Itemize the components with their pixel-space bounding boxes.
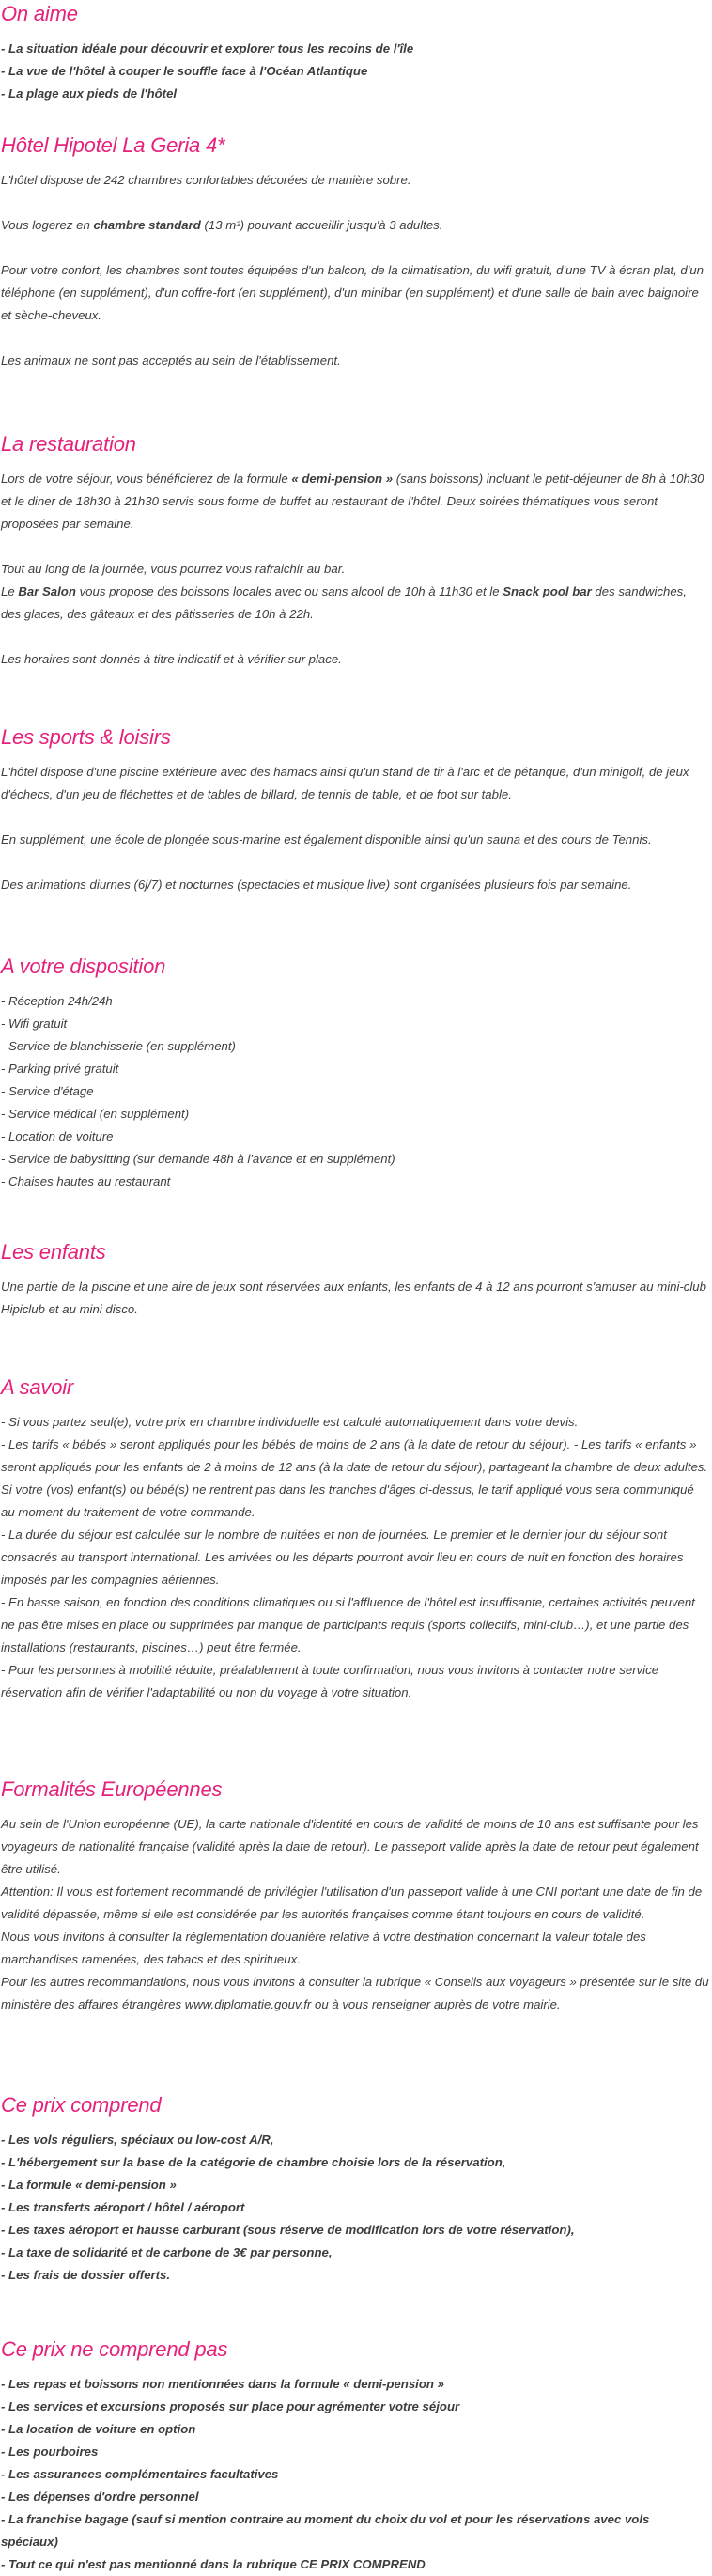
list-item: - Les vols réguliers, spéciaux ou low-cost A/R, (1, 2133, 274, 2147)
paragraph: - Les tarifs « bébés » seront appliqués pour les bébés de moins de 2 ans (à la date de retour du séjour). - Les tarifs « enfants » seront appliqués pour les enfants de 2 à moins de 12 ans (à la date de retour du séjour), partageant la chambre de deux adultes. (1, 1437, 708, 1474)
section-sports (1, 723, 709, 932)
section-title-restauration: La restauration (1, 432, 136, 456)
section-title-on-aime: On aime (1, 2, 78, 25)
list-item: - Les dépenses d'ordre personnel (1, 2490, 199, 2504)
list-item: - Service d'étage (1, 1084, 94, 1098)
section-disposition (1, 953, 709, 1218)
list-item: - Réception 24h/24h (1, 994, 113, 1008)
section-ce-prix-ne-comprend-pas (1, 2335, 709, 2576)
section-title-comprend: Ce prix comprend (1, 2093, 162, 2117)
paragraph: - La durée du séjour est calculée sur le nombre de nuitées et non de journées. Le premier et le dernier jour du séjour sont consacrés au transport international. Les arrivées ou les départs pourront avoir lieu en cours de nuit en fonction des horaires imposés par les compagnies aériennes. (1, 1528, 684, 1587)
section-title-sports: Les sports & loisirs (1, 725, 171, 749)
section-title-a-savoir: A savoir (1, 1375, 74, 1399)
paragraph: - Pour les personnes à mobilité réduite, préalablement à toute confirmation, nous vous invitons à contacter notre service réservation afin de vérifier l'adaptabilité ou non du voyage à votre situation. (1, 1663, 659, 1699)
paragraph: Lors de votre séjour, vous bénéficierez de la formule « demi-pension » (sans boissons) incluant le petit-déjeuner de 8h à 10h30 et le diner de 18h30 à 21h30 servis sous forme de buffet au restaurant de l'hôtel. Deux soirées thématiques vous seront proposées par semaine. (1, 472, 704, 531)
list-item: - Service de blanchisserie (en supplément) (1, 1039, 236, 1053)
section-restauration (1, 430, 709, 703)
paragraph: Vous logerez en chambre standard (13 m²) pouvant accueillir jusqu'à 3 adultes. (1, 218, 443, 232)
list-item: - Les pourboires (1, 2444, 99, 2459)
list-item: - Service médical (en supplément) (1, 1107, 190, 1121)
paragraph: En supplément, une école de plongée sous-marine est également disponible ainsi qu'un sauna et des cours de Tennis. (1, 832, 652, 846)
paragraph: Si votre (vos) enfant(s) ou bébé(s) ne rentrent pas dans les tranches d'âges ci-dessus, le tarif appliqué vous sera communiqué au moment du traitement de votre commande. (1, 1482, 694, 1519)
section-hotel (1, 132, 709, 410)
list-item: - La taxe de solidarité et de carbone de 3€ par personne, (1, 2245, 333, 2259)
list-item: - La plage aux pieds de l'hôtel (1, 86, 178, 101)
list-item: - Location de voiture (1, 1129, 114, 1143)
list-item: - La location de voiture en option (1, 2422, 196, 2436)
list-item: - La franchise bagage (sauf si mention contraire au moment du choix du vol et pour les réservations avec vols spéciaux) (1, 2512, 650, 2549)
list-item: - Les transferts aéroport / hôtel / aéroport (1, 2200, 245, 2214)
section-title-hotel: Hôtel Hipotel La Geria 4* (1, 133, 225, 157)
paragraph: Une partie de la piscine et une aire de jeux sont réservées aux enfants, les enfants de 4 à 12 ans pourront s'amuser au mini-club Hipiclub et au mini disco. (1, 1280, 706, 1316)
list-item: - Parking privé gratuit (1, 1062, 119, 1076)
section-title-disposition: A votre disposition (1, 954, 166, 978)
section-title-ne-comprend-pas: Ce prix ne comprend pas (1, 2337, 228, 2361)
list-item: - La situation idéale pour découvrir et explorer tous les recoins de l'île (1, 41, 414, 55)
list-item: - Les services et excursions proposés sur place pour agrémenter votre séjour (1, 2399, 460, 2413)
paragraph: - En basse saison, en fonction des conditions climatiques ou si l'affluence de l'hôtel est insuffisante, certaines activités peuvent ne pas être mises en place ou supprimées par manque de participants requis (sports collectifs, mini-club…), et une partie des installations (restaurants, piscines…) peut être fermée. (1, 1595, 695, 1654)
section-on-aime (1, 0, 709, 109)
list-item: - Service de babysitting (sur demande 48h à l'avance et en supplément) (1, 1152, 395, 1166)
list-item: - Les assurances complémentaires facultatives (1, 2467, 279, 2481)
section-title-enfants: Les enfants (1, 1240, 106, 1264)
paragraph: L'hôtel dispose de 242 chambres confortables décorées de manière sobre. (1, 173, 411, 187)
list-item: - L'hébergement sur la base de la catégorie de chambre choisie lors de la réservation, (1, 2155, 506, 2169)
list-item: - Chaises hautes au restaurant (1, 1174, 171, 1188)
paragraph: Nous vous invitons à consulter la réglementation douanière relative à votre destination concernant la valeur totale des marchandises ramenées, des tabacs et des spiritueux. (1, 1930, 646, 1966)
paragraph: Des animations diurnes (6j/7) et nocturnes (spectacles et musique live) sont organisées plusieurs fois par semaine. (1, 877, 632, 892)
list-item: - Wifi gratuit (1, 1016, 68, 1031)
paragraph: Tout au long de la journée, vous pourrez vous rafraichir au bar. (1, 562, 346, 576)
list-item: - Les frais de dossier offerts. (1, 2268, 171, 2282)
list-item: - La formule « demi-pension » (1, 2178, 177, 2192)
section-enfants (1, 1238, 709, 1353)
section-ce-prix-comprend (1, 2091, 709, 2315)
paragraph: Les animaux ne sont pas acceptés au sein de l'établissement. (1, 353, 341, 367)
paragraph: L'hôtel dispose d'une piscine extérieure avec des hamacs ainsi qu'un stand de tir à l'arc et de pétanque, d'un minigolf, de jeux d'échecs, d'un jeu de fléchettes et de tables de billard, de tennis de table, et de foot sur table. (1, 765, 689, 801)
list-item: - Les taxes aéroport et hausse carburant (sous réserve de modification lors de votre réservation), (1, 2223, 575, 2237)
section-a-savoir (1, 1373, 709, 1755)
paragraph: Pour les autres recommandations, nous vous invitons à consulter la rubrique « Conseils aux voyageurs » présentée sur le site du ministère des affaires étrangères www.diplomatie.gouv.fr ou à vous renseigner auprès de votre mairie. (1, 1975, 709, 2011)
list-item: - Les repas et boissons non mentionnées dans la formule « demi-pension » (1, 2377, 444, 2391)
paragraph: Attention: Il vous est fortement recommandé de privilégier l'utilisation d'un passeport valide à une CNI portant une date de fin de validité dépassée, même si elle est considérée par les autorités françaises comme étant toujours en cours de validité. (1, 1885, 703, 1921)
paragraph: Pour votre confort, les chambres sont toutes équipées d'un balcon, de la climatisation, du wifi gratuit, d'une TV à écran plat, d'un téléphone (en supplément), d'un coffre-fort (en supplément), d'un minibar (en supplément) et d'une salle de bain avec baignoire et sèche-cheveux. (1, 263, 704, 322)
section-formalites (1, 1776, 709, 2071)
paragraph: - Si vous partez seul(e), votre prix en chambre individuelle est calculé automatiquement dans votre devis. (1, 1415, 579, 1429)
list-item: - La vue de l'hôtel à couper le souffle face à l'Océan Atlantique (1, 64, 368, 78)
paragraph: Le Bar Salon vous propose des boissons locales avec ou sans alcool de 10h à 11h30 et le Snack pool bar des sandwiches, des glaces, des gâteaux et des pâtisseries de 10h à 22h. (1, 584, 687, 621)
section-title-formalites: Formalités Européennes (1, 1777, 223, 1801)
paragraph: Les horaires sont donnés à titre indicatif et à vérifier sur place. (1, 652, 342, 666)
paragraph: Au sein de l'Union européenne (UE), la carte nationale d'identité en cours de validité de moins de 10 ans est suffisante pour les voyageurs de nationalité française (validité après la date de retour). Le passeport valide après la date de retour peut également être utilisé. (1, 1817, 699, 1876)
list-item: - Tout ce qui n'est pas mentionné dans la rubrique CE PRIX COMPREND (1, 2557, 426, 2571)
